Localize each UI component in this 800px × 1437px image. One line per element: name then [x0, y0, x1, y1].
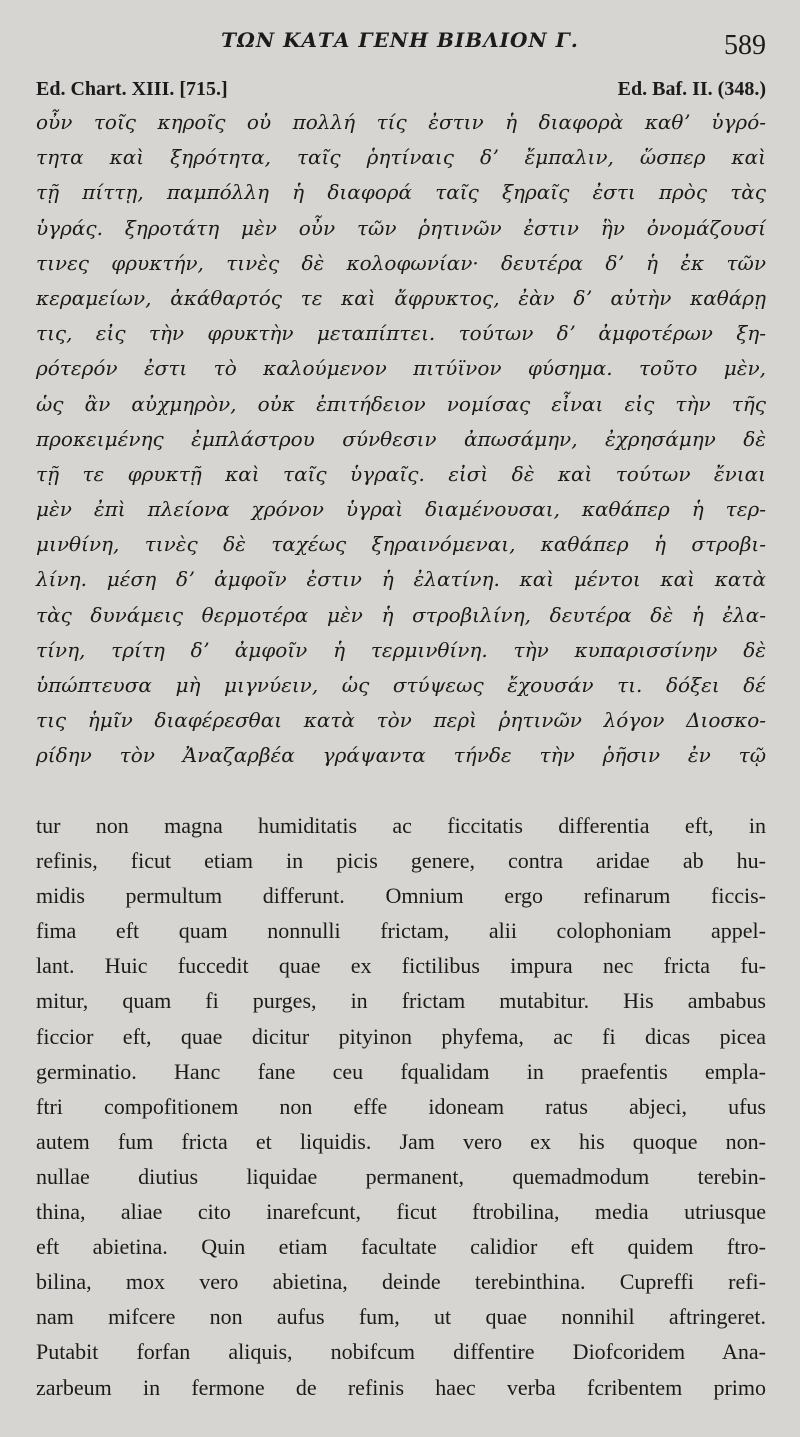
greek-text-line: ρίδην τὸν Ἀναζαρβέα γράψαντα τήνδε τὴν ῥῆσιν ἐν τῷ [36, 743, 766, 768]
page-number: 589 [724, 30, 766, 61]
latin-text-line: thina, aliae cito inarefcunt, ficut ftrobilina, media utriusque [36, 1199, 766, 1225]
greek-text-line: τητα καὶ ξηρότητα, ταῖς ῥητίναις δʼ ἔμπαλιν, ὥσπερ καὶ [36, 145, 766, 170]
latin-text-line: mitur, quam fi purges, in frictam mutabitur. His ambabus [36, 988, 766, 1014]
greek-text-line: τῇ τε φρυκτῇ καὶ ταῖς ὑγραῖς. εἰσὶ δὲ καὶ τούτων ἔνιαι [36, 461, 766, 486]
edition-reference-right: Ed. Baf. II. (348.) [617, 78, 766, 100]
greek-text-line: οὖν τοῖς κηροῖς οὐ πολλή τίς ἐστιν ἡ διαφορὰ καθʼ ὑγρό- [36, 110, 766, 134]
greek-text-line: τῇ πίττῃ, παμπόλλη ἡ διαφορά ταῖς ξηραῖς ἐστι πρὸς τὰς [36, 180, 766, 205]
greek-text-line: τίνη, τρίτη δʼ ἀμφοῖν ἡ τερμινθίνη. τὴν κυπαρισσίνην δὲ [36, 637, 766, 662]
latin-text-line: midis permultum differunt. Omnium ergo refinarum ficcis- [36, 883, 766, 909]
greek-text-line: τις, εἰς τὴν φρυκτὴν μεταπίπτει. τούτων δʼ ἀμφοτέρων ξη- [36, 321, 766, 346]
greek-text-line: μὲν ἐπὶ πλείονα χρόνον ὑγραὶ διαμένουσαι, καθάπερ ἡ τερ- [36, 497, 766, 522]
latin-text-line: nullae diutius liquidae permanent, quemadmodum terebin- [36, 1163, 766, 1189]
latin-text-line: tur non magna humiditatis ac ficcitatis differentia eft, in [36, 813, 766, 838]
greek-text-line: τινες φρυκτήν, τινὲς δὲ κολοφωνίαν· δευτέρα δʼ ἡ ἐκ τῶν [36, 250, 766, 275]
greek-text-line: λίνη. μέση δʼ ἀμφοῖν ἐστιν ἡ ἐλατίνη. καὶ μέντοι καὶ κατὰ [36, 567, 766, 592]
greek-text-line: ὡς ἂν αὐχμηρὸν, οὐκ ἐπιτήδειον νομίσας εἶναι εἰς τὴν τῆς [36, 391, 766, 416]
latin-text-line: ftri compofitionem non effe idoneam ratus abjeci, ufus [36, 1093, 766, 1119]
latin-text-line: autem fum fricta et liquidis. Jam vero ex his quoque non- [36, 1128, 766, 1154]
greek-text-line: προκειμένης ἐμπλάστρου σύνθεσιν ἀπωσάμην, ἐχρησάμην δὲ [36, 426, 766, 451]
edition-reference-left: Ed. Chart. XIII. [715.] [36, 78, 228, 100]
latin-text-line: ficcior eft, quae dicitur pityinon phyfema, ac fi dicas picea [36, 1023, 766, 1049]
latin-text-block [36, 808, 766, 1405]
greek-text-line: ὑγράς. ξηροτάτη μὲν οὖν τῶν ῥητινῶν ἐστιν ἣν ὀνομάζουσί [36, 215, 766, 240]
latin-text-line: eft abietina. Quin etiam facultate calidior eft quidem ftro- [36, 1234, 766, 1260]
latin-text-line: germinatio. Hanc fane ceu fqualidam in praefentis empla- [36, 1058, 766, 1084]
latin-text-line: bilina, mox vero abietina, deinde terebinthina. Cupreffi refi- [36, 1269, 766, 1295]
greek-text-line: μινθίνη, τινὲς δὲ ταχέως ξηραινόμεναι, καθάπερ ἡ στροβι- [36, 532, 766, 557]
latin-text-line: Putabit forfan aliquis, nobifcum diffentire Diofcoridem Ana- [36, 1339, 766, 1365]
latin-text-line: fima eft quam nonnulli frictam, alii colophoniam appel- [36, 918, 766, 944]
greek-text-line: ρότερόν ἐστι τὸ καλούμενον πιτύϊνον φύσημα. τοῦτο μὲν, [36, 356, 766, 381]
latin-text-line: nam mifcere non aufus fum, ut quae nonnihil aftringeret. [36, 1304, 766, 1330]
greek-text-line: τις ἡμῖν διαφέρεσθαι κατὰ τὸν περὶ ῥητινῶν λόγον Διοσκο- [36, 708, 766, 733]
latin-text-line: zarbeum in fermone de refinis haec verba fcribentem primo [36, 1374, 766, 1400]
running-head: ΤΩΝ ΚΑΤΑ ΓΕΝΗ ΒΙΒΛΙΟΝ Γ. [221, 28, 579, 52]
greek-text-line: ὑπώπτευσα μὴ μιγνύειν, ὡς στύψεως ἔχουσάν τι. δόξει δέ [36, 673, 766, 697]
greek-text-line: τὰς δυνάμεις θερμοτέρα μὲν ἡ στροβιλίνη, δευτέρα δὲ ἡ ἐλα- [36, 602, 766, 627]
greek-text-line: κεραμείων, ἀκάθαρτός τε καὶ ἄφρυκτος, ἐὰν δʼ αὐτὴν καθάρῃ [36, 285, 766, 310]
latin-text-line: refinis, ficut etiam in picis genere, contra aridae ab hu- [36, 848, 766, 874]
greek-text-block [36, 105, 766, 774]
edition-reference-line [36, 78, 766, 101]
latin-text-line: lant. Huic fuccedit quae ex fictilibus impura nec fricta fu- [36, 953, 766, 979]
